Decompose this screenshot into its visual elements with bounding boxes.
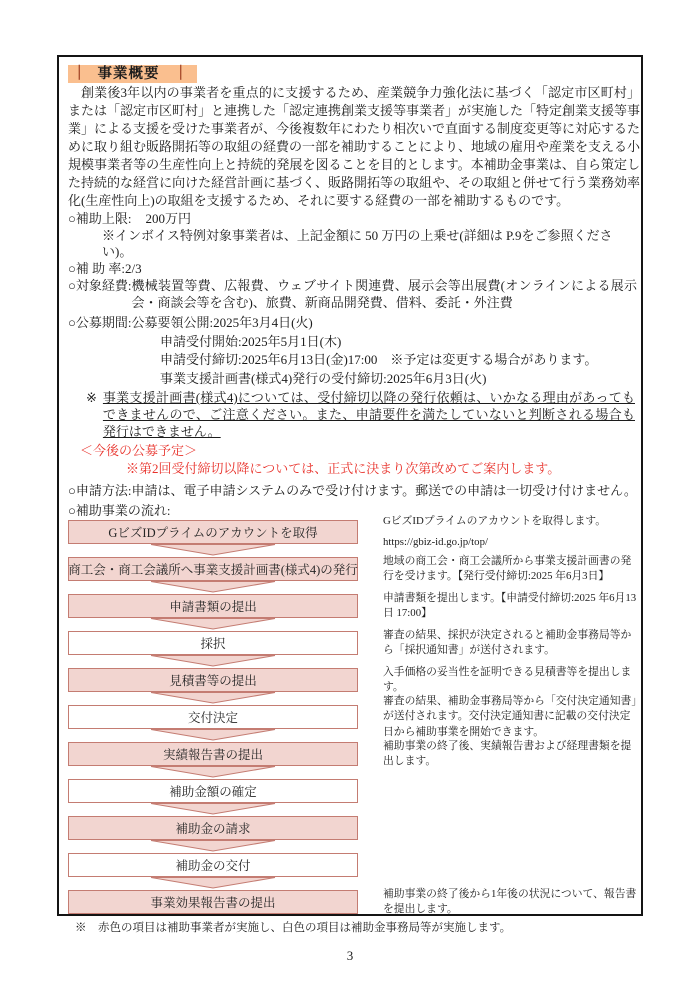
page-number: 3 bbox=[346, 948, 354, 963]
flow-step-label: 実績報告書の提出 bbox=[162, 748, 263, 762]
flow-step bbox=[68, 779, 641, 816]
section-header bbox=[68, 65, 197, 83]
flow-step bbox=[68, 514, 641, 557]
eligible-expenses-row bbox=[68, 278, 641, 311]
flow-step-label: 事業効果報告書の提出 bbox=[150, 896, 276, 910]
flow-note-line: https://gbiz-id.go.jp/top/ bbox=[383, 536, 488, 548]
subsidy-rate-row: ○補 助 率:2/3 bbox=[68, 260, 142, 276]
subsidy-limit-row bbox=[68, 211, 641, 228]
flow-note-line: 申請書類を提出します。【申請受付締切:2025 年6月13日 17:00】 bbox=[383, 591, 637, 619]
flow-step-box bbox=[68, 890, 358, 914]
flow-step-label: 補助金の請求 bbox=[175, 822, 251, 836]
flow-step bbox=[68, 853, 641, 890]
flow-arrow-down-icon bbox=[150, 655, 276, 667]
flow-step bbox=[68, 887, 641, 915]
flow-arrow-down-icon bbox=[150, 544, 276, 556]
flow-step-note bbox=[383, 556, 641, 582]
flow-arrow-down-icon bbox=[150, 692, 276, 704]
flow-step-note bbox=[383, 889, 641, 915]
eligible-expenses-label: ○対象経費: bbox=[68, 278, 132, 293]
application-method-row: ○申請方法:申請は、電子申請システムのみで受け付けます。郵送での申請は一切受け付けません。 bbox=[68, 483, 637, 498]
flow-step-box bbox=[68, 779, 358, 803]
flow-arrow-down-icon bbox=[150, 618, 276, 630]
period-line-form4-deadline: 事業支援計画書(様式4)発行の受付締切:2025年6月3日(火) bbox=[160, 370, 487, 386]
flow-step-note bbox=[383, 852, 641, 878]
flow-step bbox=[68, 694, 641, 742]
flow-step-label: 見積書等の提出 bbox=[169, 674, 257, 688]
flow-step-note bbox=[383, 593, 641, 619]
flow-arrow-down-icon bbox=[150, 766, 276, 778]
flow-step bbox=[68, 554, 641, 594]
flow-step bbox=[68, 628, 641, 668]
flow-step-box bbox=[68, 742, 358, 766]
flow-arrow-down-icon bbox=[150, 729, 276, 741]
flow-legend: ※ 赤色の項目は補助事業者が実施し、白色の項目は補助金事務局等が実施します。 bbox=[75, 922, 512, 934]
flow-step-label: 申請書類の提出 bbox=[169, 600, 257, 614]
flow-step-box bbox=[68, 853, 358, 877]
application-period-row bbox=[68, 314, 641, 333]
flow-step-label: 商工会・商工会議所へ事業支援計画書(様式4)の発行 bbox=[68, 563, 358, 577]
flow-step-label: 採択 bbox=[200, 637, 226, 651]
flow-step-label: 補助金の交付 bbox=[175, 859, 251, 873]
flow-note-line: 入手価格の妥当性を証明できる見積書等を提出します。 bbox=[383, 665, 632, 693]
document-border-frame bbox=[57, 55, 643, 934]
flow-step-note bbox=[383, 741, 641, 767]
flow-step bbox=[68, 739, 641, 779]
flow-step-note bbox=[383, 630, 641, 656]
page-title: 事業概要 bbox=[97, 66, 160, 82]
warning-marker: ※ bbox=[86, 390, 97, 405]
flow-arrow-down-icon bbox=[150, 803, 276, 815]
flow-steps bbox=[68, 514, 641, 915]
flow-note-line: 補助事業の終了後、実績報告書および経理書類を提出します。 bbox=[383, 739, 632, 767]
eligible-expenses-value: 機械装置等費、広報費、ウェブサイト関連費、展示会等出展費(オンラインによる展示会・商談会等を含む)、旅費、新商品開発費、借料、委託・外注費 bbox=[131, 278, 637, 310]
header-bar-right: ｜ bbox=[173, 66, 189, 82]
application-period-label: ○公募期間: bbox=[68, 315, 132, 330]
flow-step-note bbox=[383, 778, 641, 804]
flow-step-box bbox=[68, 594, 358, 618]
flow-section-label: ○補助事業の流れ: bbox=[68, 502, 171, 518]
subsidy-limit-value: 200万円 bbox=[145, 211, 191, 226]
flow-step-note bbox=[383, 694, 641, 738]
flow-note-line: 補助事業の終了後から1年後の状況について、報告書を提出します。 bbox=[383, 887, 637, 915]
future-schedule-heading: ＜今後の公募予定＞ bbox=[80, 443, 198, 458]
flow-note-line: 地域の商工会・商工会議所から事業支援計画書の発行を受けます。【発行受付締切:2025 年6月3日】 bbox=[383, 554, 632, 582]
flow-arrow-down-icon bbox=[150, 877, 276, 889]
flow-step-box bbox=[68, 557, 358, 581]
flow-step-box bbox=[68, 668, 358, 692]
flow-arrow-down-icon bbox=[150, 840, 276, 852]
flow-step-label: GビズIDプライムのアカウントを取得 bbox=[108, 526, 318, 540]
flow-step-note bbox=[383, 514, 641, 548]
header-bar-left: ｜ bbox=[72, 66, 88, 82]
flow-note-line: GビズIDプライムのアカウントを取得します。 bbox=[383, 514, 607, 527]
flow-note-line: 審査の結果、採択が決定されると補助金事務局等から「採択通知書」が送付されます。 bbox=[383, 628, 632, 656]
period-line-deadline: 申請受付締切:2025年6月13日(金)17:00 ※予定は変更する場合があります。 bbox=[160, 352, 598, 367]
flow-step bbox=[68, 816, 641, 853]
subsidy-limit-label: ○補助上限: bbox=[68, 211, 132, 226]
flow-step-note bbox=[383, 815, 641, 841]
warning-text: 事業支援計画書(様式4)については、受付締切以降の発行依頼は、いかなる理由があってもできませんので、ご注意ください。また、申請要件を満たしていないと判断される場合も発行はできません。 bbox=[102, 390, 635, 439]
flow-step-note bbox=[383, 667, 641, 693]
flow-step-box bbox=[68, 631, 358, 655]
flow-step-box bbox=[68, 520, 358, 544]
invoice-note: ※インボイス特例対象事業者は、上記金額に 50 万円の上乗せ(詳細は P.9をご参照ください)。 bbox=[102, 227, 613, 259]
flow-step-box bbox=[68, 816, 358, 840]
flow-step bbox=[68, 591, 641, 631]
intro-paragraph: 創業後3年以内の事業者を重点的に支援するため、産業競争力強化法に基づく「認定市区町村」または「認定市区町村」と連携した「認定連携創業支援等事業者」が実施した「特定創業支援等事業」による支援を受けた事業者が、今後複数年にわたり相次いで直面する制度変更等に対応するために取り組む販路開拓等の取組の経費の一部を補助することにより、地域の雇用や産業を支える小規模事業者等の生産性向上と持続的発展を図ることを目的とします。本補助金事業は、自ら策定した持続的な経営に向けた経営計画に基づく、販路開拓等の取組や、その取組と併せて行う業務効率化(生産性向上)の取組を支援するため、それに要する経費の一部を補助するものです。 bbox=[68, 85, 641, 208]
period-line-start: 申請受付開始:2025年5月1日(木) bbox=[160, 333, 342, 349]
flow-note-line: 審査の結果、補助金事務局等から「交付決定通知書」が送付されます。交付決定通知書に記載の交付決定日から補助事業を開始できます。 bbox=[383, 694, 637, 738]
form4-warning bbox=[68, 389, 641, 440]
future-schedule-note: ※第2回受付締切以降については、正式に決まり次第改めてご案内します。 bbox=[126, 460, 561, 476]
flow-step-label: 交付決定 bbox=[187, 711, 238, 725]
flow-step-box bbox=[68, 705, 358, 729]
period-line-release: 公募要領公開:2025年3月4日(火) bbox=[131, 315, 313, 330]
flow-arrow-down-icon bbox=[150, 581, 276, 593]
flow-step-label: 補助金額の確定 bbox=[169, 785, 257, 799]
